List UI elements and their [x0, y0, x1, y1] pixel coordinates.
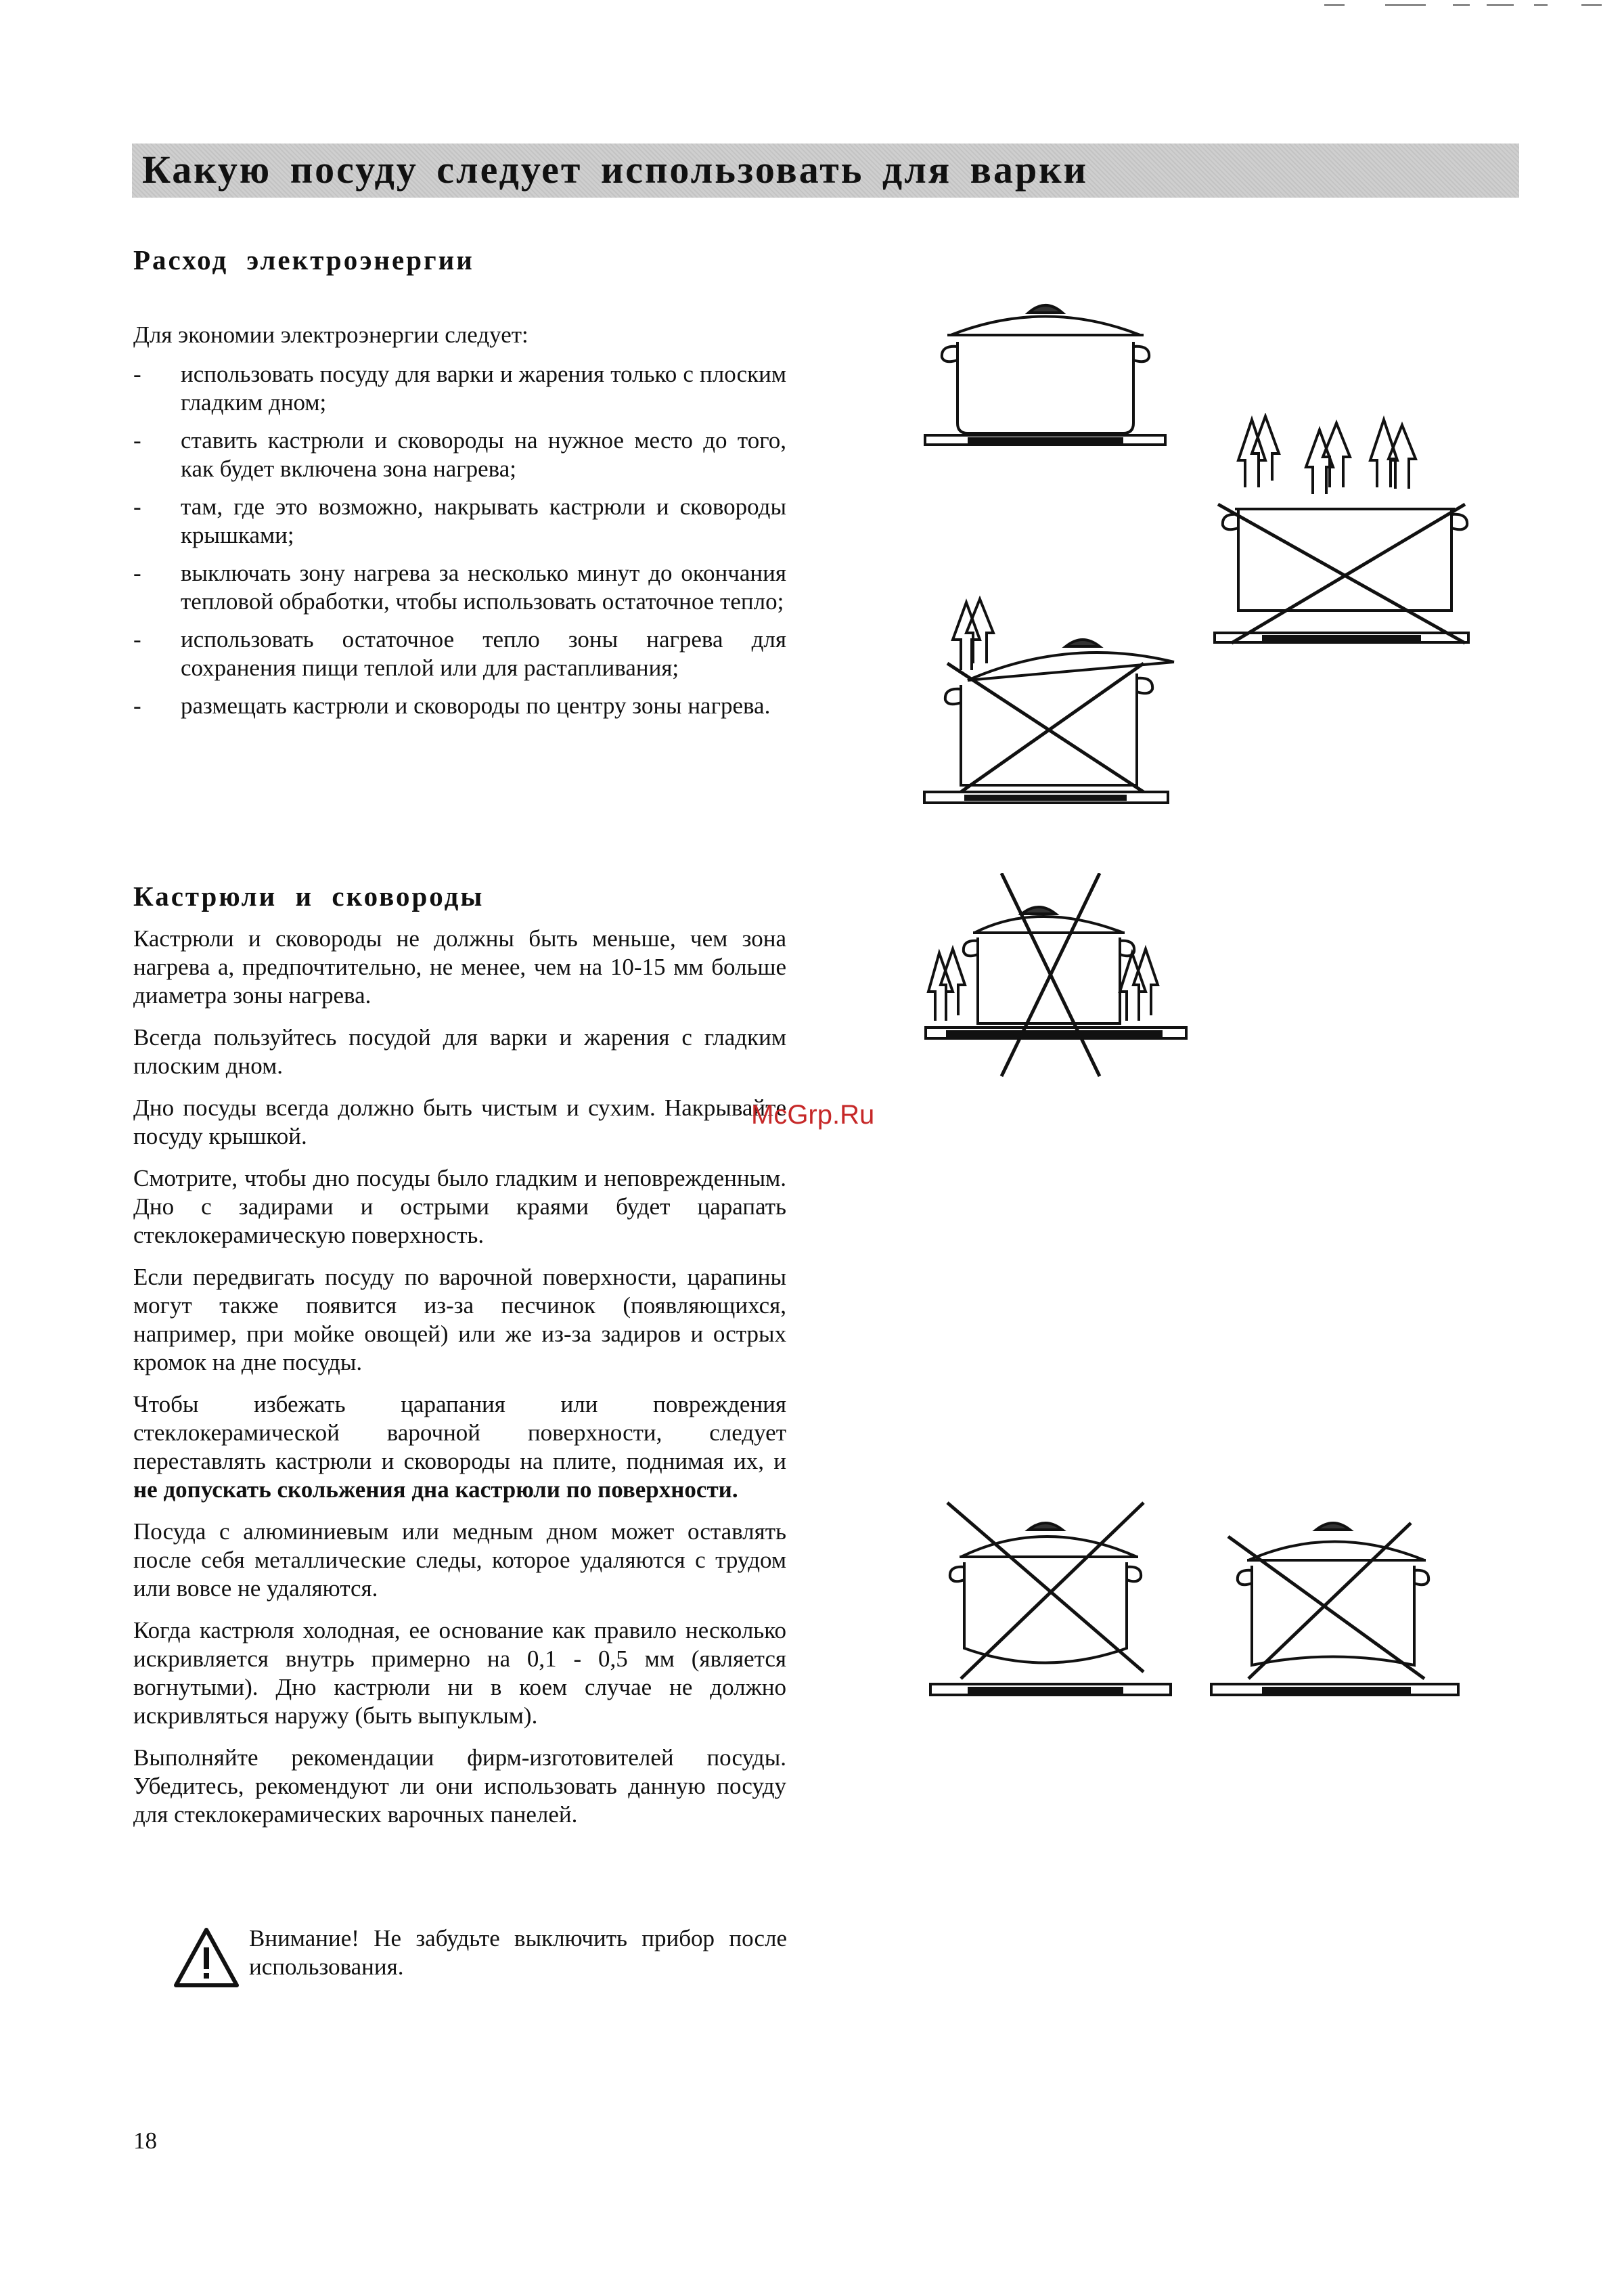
- energy-intro: Для экономии электроэнергии следует:: [133, 322, 528, 348]
- list-item: - ставить кастрюли и сковороды на нужное место до того, как будет включена зона нагрева;: [133, 427, 786, 482]
- paragraph: Чтобы избежать царапания или повреждения стеклокерамической варочной поверхности, следует переставлять кастрюли и сковороды на плите, поднимая их, и не допускать скольжения дна кастрюли по поверхности.: [133, 1391, 786, 1503]
- list-item: - там, где это возможно, накрывать кастрюли и сковороды крышками;: [133, 493, 786, 548]
- watermark: McGrp.Ru: [751, 1100, 875, 1130]
- list-item: - использовать остаточное тепло зоны нагрева для сохранения пищи теплой или для растапливания;: [133, 626, 786, 681]
- page-number: 18: [133, 2127, 157, 2154]
- page-title: Какую посуду следует использовать для варки: [142, 148, 1089, 192]
- pots-text: [133, 925, 786, 1842]
- warning-text: Внимание! Не забудьте выключить прибор после использования.: [249, 1925, 787, 1980]
- section-heading-energy: Расход электроэнергии: [133, 244, 474, 275]
- list-item: - размещать кастрюли и сковороды по центру зоны нагрева.: [133, 692, 771, 719]
- paragraph: Дно посуды всегда должно быть чистым и сухим. Накрывайте посуду крышкой.: [133, 1095, 786, 1149]
- figure-correct-pot: [920, 271, 1171, 454]
- energy-saving-list: [133, 360, 786, 730]
- figure-pot-lid-ajar: [920, 596, 1191, 819]
- paragraph: Смотрите, чтобы дно посуды было гладким и неповрежденным. Дно с задирами и острыми краями будет царапать стеклокерамическую поверхность.: [133, 1165, 786, 1248]
- section-heading-pots: Кастрюли и сковороды: [133, 881, 485, 912]
- list-item: - выключать зону нагрева за несколько минут до окончания тепловой обработки, чтобы использовать остаточное тепло;: [133, 560, 786, 615]
- paragraph: Кастрюли и сковороды не должны быть меньше, чем зона нагрева а, предпочтительно, не менее, чем на 10-15 мм больше диаметра зоны нагрева.: [133, 925, 786, 1009]
- bold-warning-phrase: не допускать скольжения дна кастрюли по поверхности.: [133, 1476, 738, 1503]
- paragraph: Когда кастрюля холодная, ее основание как правило несколько искривляется внутрь примерно на 0,1 - 0,5 мм (является вогнутыми). Дно кастрюли ни в коем случае не должно искривляться наружу (быть выпуклым).: [133, 1617, 786, 1729]
- figure-pot-too-small: [920, 873, 1191, 1083]
- figure-pot-no-lid: [1211, 413, 1475, 657]
- list-item: - использовать посуду для варки и жарения только с плоским гладким дном;: [133, 361, 786, 416]
- top-edge-marks: [1311, 0, 1622, 9]
- warning-triangle-icon: [173, 1926, 240, 1990]
- paragraph: Если передвигать посуду по варочной поверхности, царапины могут также появится из-за песчинок (появляющихся, например, при мойке овощей) или же из-за задиров и острых кромок на дне посуды.: [133, 1264, 786, 1375]
- paragraph: Выполняйте рекомендации фирм-изготовителей посуды. Убедитесь, рекомендуют ли они использовать данную посуду для стеклокерамических варочных панелей.: [133, 1744, 786, 1828]
- figure-pot-convex-bottom: [920, 1496, 1177, 1719]
- paragraph: Всегда пользуйтесь посудой для варки и жарения с гладким плоским дном.: [133, 1024, 786, 1079]
- figure-pot-bulging-bottom: [1208, 1496, 1465, 1719]
- paragraph: Посуда с алюминиевым или медным дном может оставлять после себя металлические следы, которое удаляются с трудом или вовсе не удаляются.: [133, 1518, 786, 1602]
